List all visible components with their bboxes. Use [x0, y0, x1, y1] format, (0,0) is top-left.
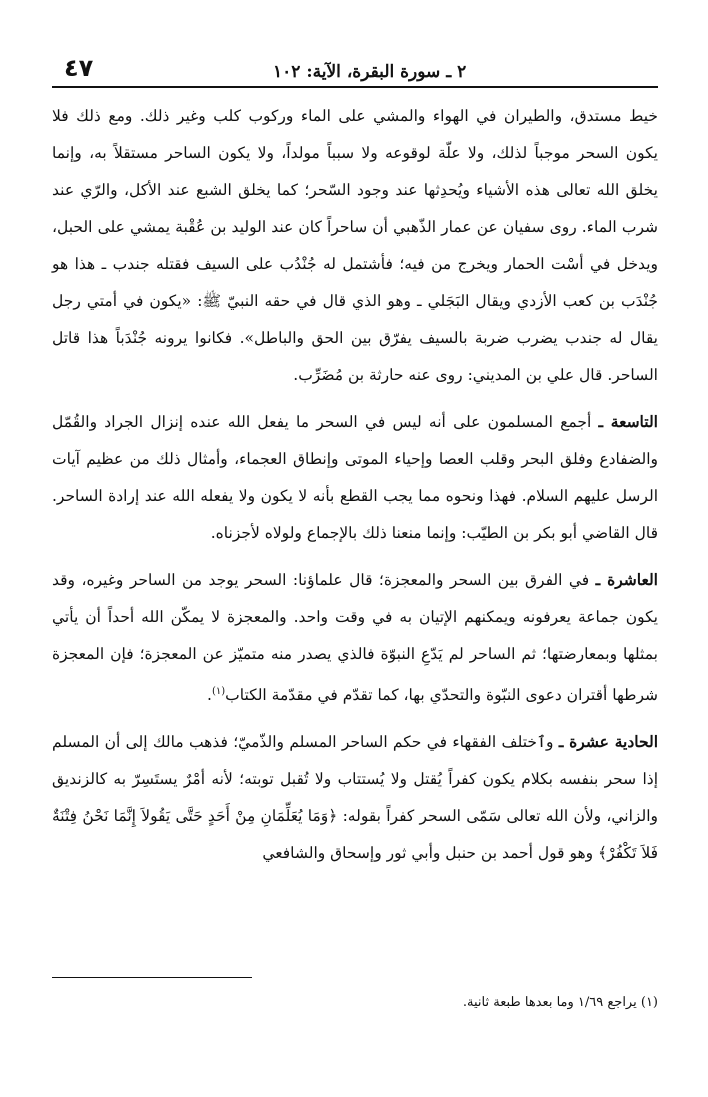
section-heading: التاسعة ـ [598, 412, 658, 431]
paragraph-text: وٱختلف الفقهاء في حكم الساحر المسلم والذّميّ؛ فذهب مالك إلى أن المسلم إذا سحر بنفسه بكلام يكون كفراً يُقتل ولا يُستتاب ولا تُقبل توبته؛ لأنه أمْرٌ يستَسِرّ به كالزنديق والزاني، ولأن الله تعالى سَمّى السحر كفراً بقوله: ﴿وَمَا يُعَلِّمَانِ مِنْ أَحَدٍ حَتَّى يَقُولاَ إِنَّمَا نَحْنُ فِتْنَةٌ فَلاَ تَكْفُرْ﴾ وهو قول أحمد بن حنبل وأبي ثور وإسحاق والشافعي [52, 733, 658, 863]
paragraph-text-end: . [207, 686, 212, 705]
footnote-divider [52, 977, 252, 978]
paragraph-tenth [52, 561, 658, 714]
paragraph-text: خيط مستدق، والطيران في الهواء والمشي على الماء وركوب كلب وغير ذلك. ومع ذلك فلا يكون السحر موجباً لذلك، ولا علّة لوقوعه ولا سبباً مولداً، ولا يكون الساحر مستقلاً به، وإنما يخلق الله تعالى هذه الأشياء ويُحدِثها عند وجود السّحر؛ كما يخلق الشبع عند الأكل، والرّي عند شرب الماء. روى سفيان عن عمار الذّهبي أن ساحراً كان عند الوليد بن عُقْبة يمشي على الحبل، ويدخل في أسْت الحمار ويخرج من فيه؛ فأشتمل له جُنْدُب على السيف فقتله جندب ـ هذا هو جُنْدَب بن كعب الأزدي ويقال البَجَلي ـ وهو الذي قال في حقه النبيّ ﷺ: «يكون في أمتي رجل يقال له جندب يضرب ضربة بالسيف يفرّق بين الحق والباطل». فكانوا يرونه جُنْدَباً هذا قاتل الساحر. قال علي بن المديني: روى عنه حارثة بن مُضَرِّب. [52, 107, 658, 384]
paragraph-text: في الفرق بين السحر والمعجزة؛ قال علماؤنا: السحر يوجد من الساحر وغيره، وقد يكون جماعة يعرفونه ويمكنهم الإتيان به في وقت واحد. والمعجزة لا يمكّن الله أحداً أن يأتي بمثلها وبمعارضتها؛ ثم الساحر لم يَدّعِ النبوّة فالذي يصدر منه متميّز عن المعجزة؛ فإن المعجزة شرطها أقتران دعوى النبّوة والتحدّي بها، كما تقدّم في مقدّمة الكتاب [52, 571, 658, 705]
footnote: (١) يراجع ١/٦٩ وما بعدها طبعة ثانية. [462, 995, 658, 1010]
book-page [52, 52, 658, 1082]
section-heading: العاشرة ـ [595, 570, 658, 589]
paragraph-eleventh [52, 723, 658, 872]
footnote-reference[interactable]: (١) [211, 686, 226, 697]
running-header [52, 52, 658, 88]
paragraph-ninth [52, 403, 658, 552]
paragraph-continuation [52, 98, 658, 394]
page-number: ٤٧ [64, 54, 94, 82]
body-text [52, 98, 658, 872]
section-heading: الحادية عشرة ـ [558, 732, 658, 752]
paragraph-text: أجمع المسلمون على أنه ليس في السحر ما يفعل الله عنده إنزال الجراد والقُمّل والضفادع وفلق البحر وقلب العصا وإحياء الموتى وإنطاق العجماء، وأمثال ذلك من عظيم آيات الرسل عليهم السلام. فهذا ونحوه مما يجب القطع بأنه لا يكون ولا يفعله الله عند إرادة الساحر. قال القاضي أبو بكر بن الطيّب: وإنما منعنا ذلك بالإجماع ولولاه لأجزناه. [52, 413, 658, 542]
running-title: ٢ ـ سورة البقرة، الآية: ١٠٢ [273, 62, 467, 82]
